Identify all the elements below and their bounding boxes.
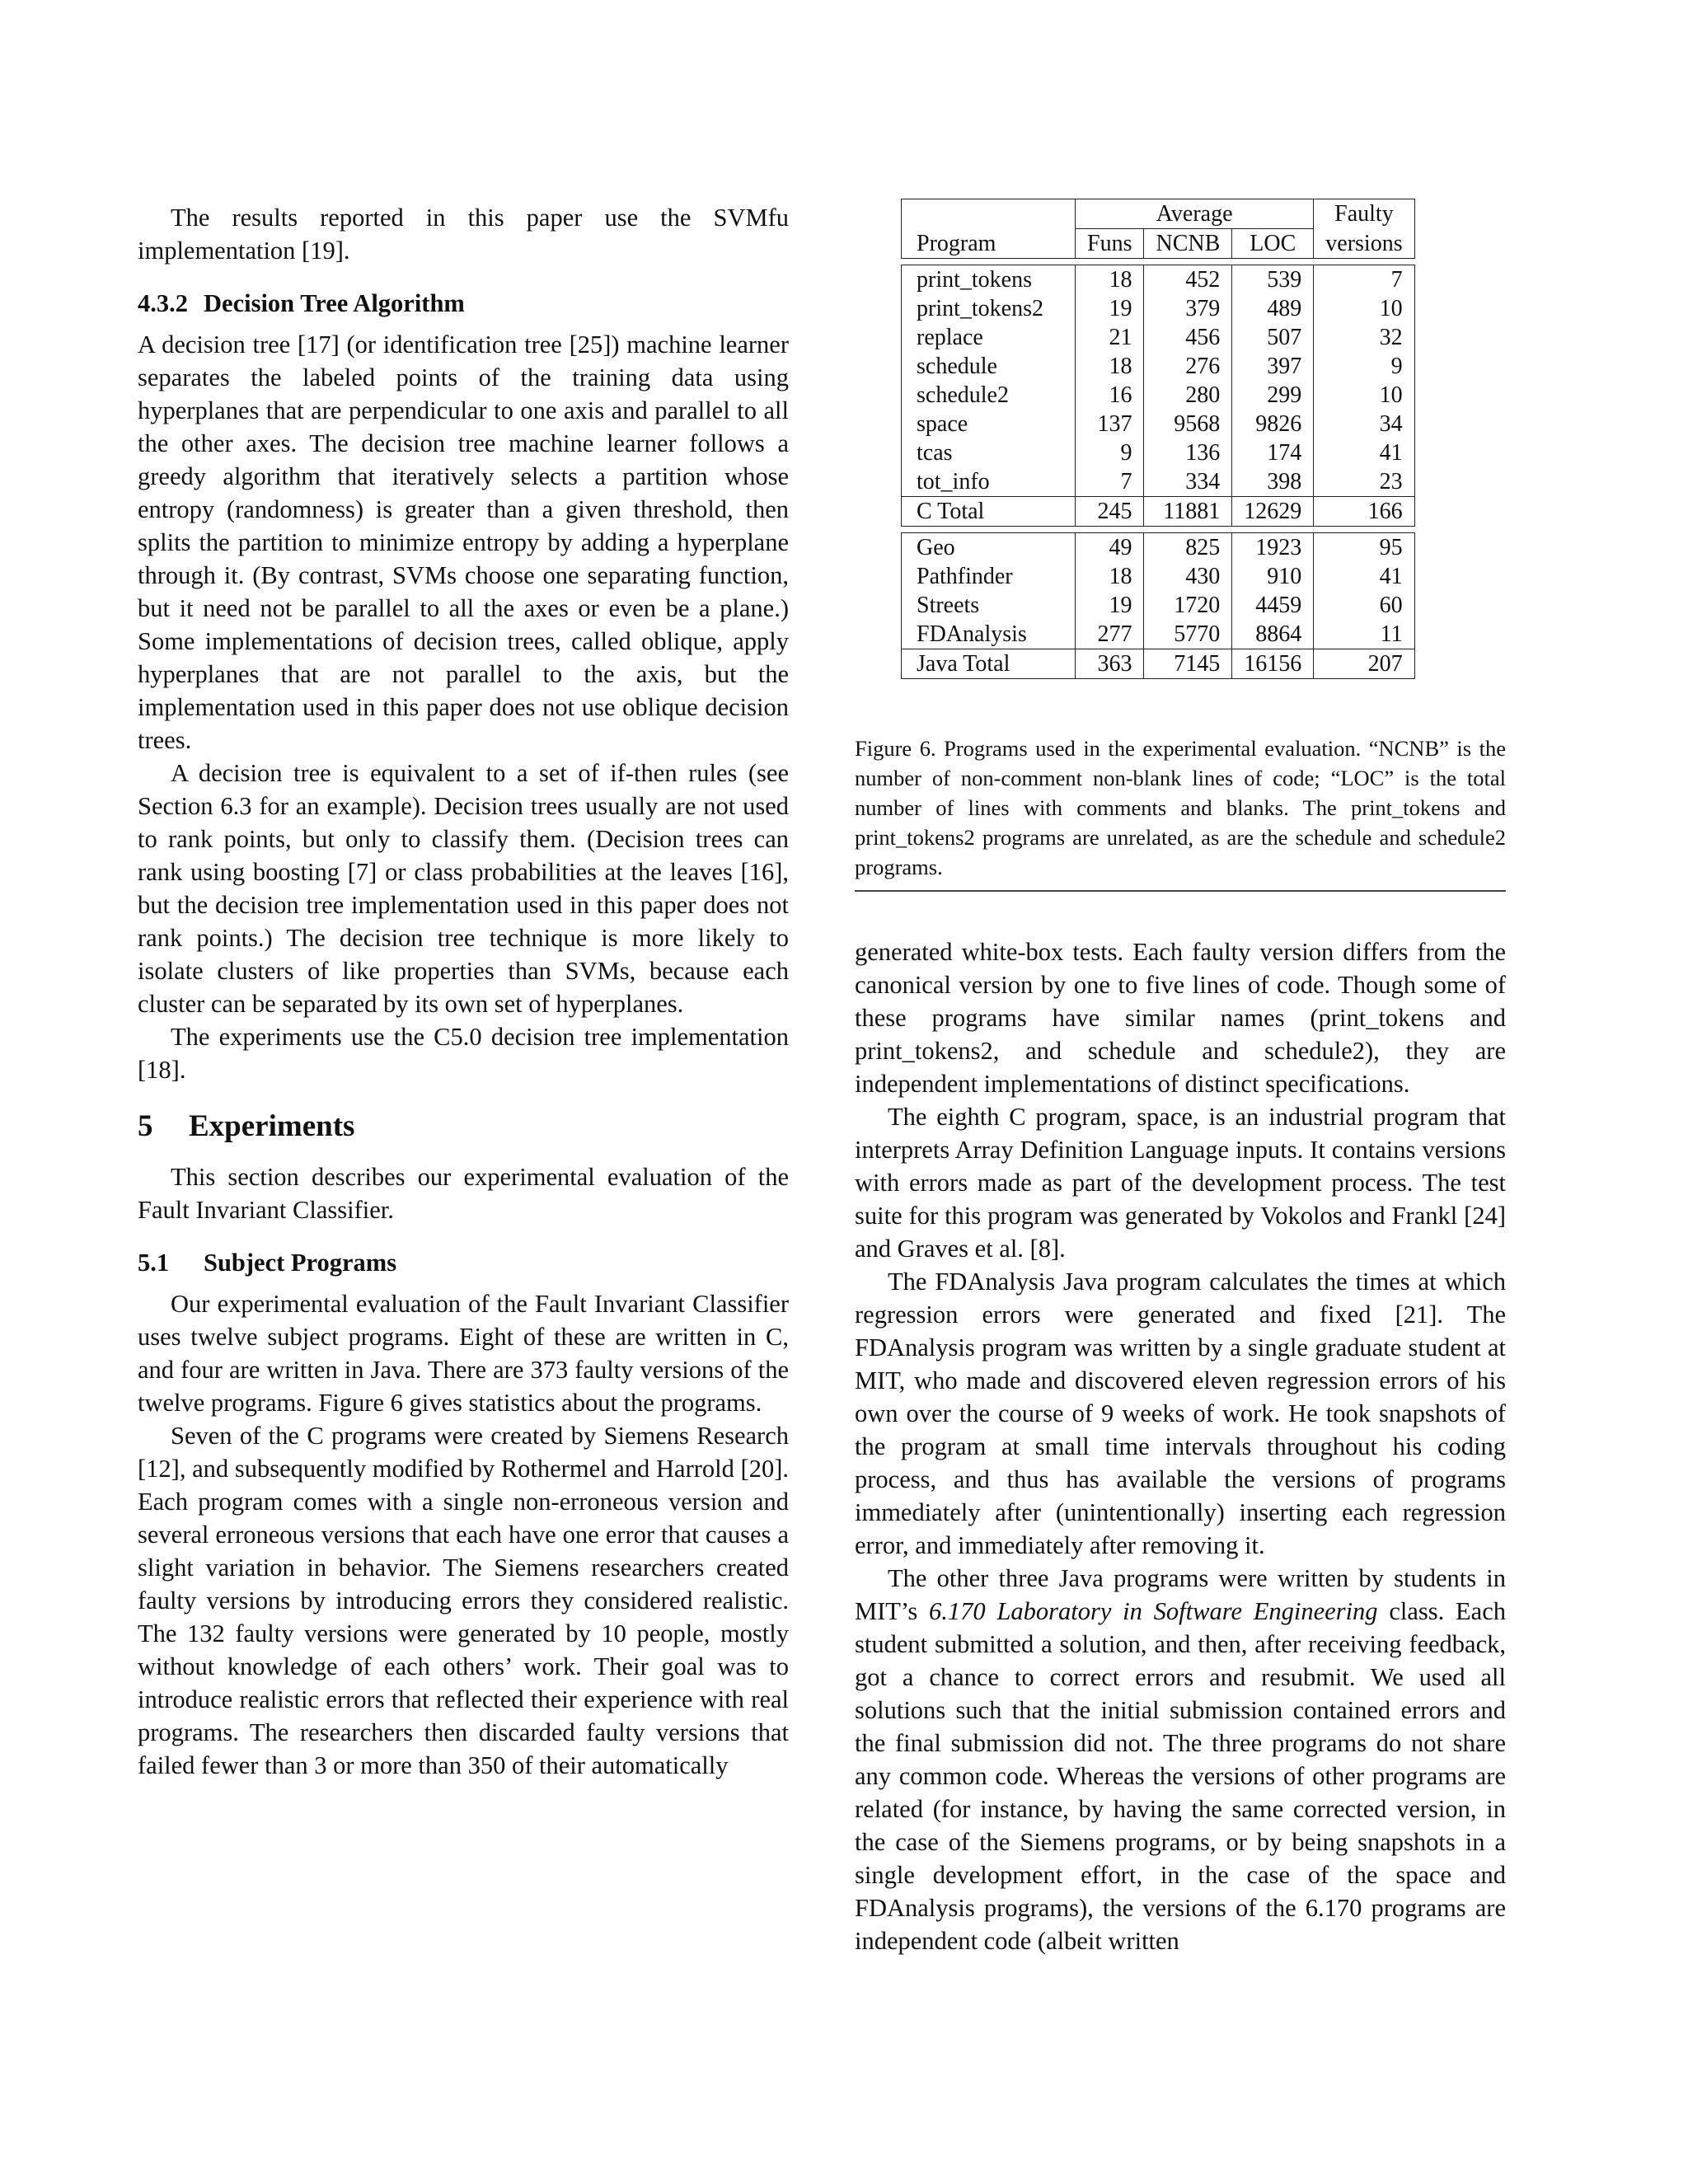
cell-ncnb: 456 xyxy=(1144,323,1232,352)
paragraph-subject-programs-2: Seven of the C programs were created by Siemens Research [12], and subsequently modified by Rothermel and Harrold [20]. Each program comes with a single non-erroneous version and several erroneous versions that each have one error that causes a slight variation in behavior. The Siemens researchers created faulty versions by introducing errors they considered realistic. The 132 faulty versions were generated by 10 people, mostly without knowledge of each others’ work. Their goal was to introduce realistic errors that reflected their experience with real programs. The researchers then discarded faulty versions that failed fewer than 3 or more than 350 of their automatically xyxy=(138,1422,789,1779)
cell-program: C Total xyxy=(902,497,1076,527)
paragraph-right-4 xyxy=(855,1562,1506,1957)
cell-funs: 9 xyxy=(1076,438,1144,467)
table-row xyxy=(902,562,1415,591)
cell-funs: 7 xyxy=(1076,467,1144,497)
cell-ncnb: 9568 xyxy=(1144,410,1232,438)
paragraph-subject-programs-1: Our experimental evaluation of the Fault Invariant Classifier uses twelve subject programs. Eight of these are written in C, and four are written in Java. There are 373 faulty versions of the twelve programs. Figure 6 gives statistics about the programs. xyxy=(138,1290,789,1417)
cell-loc: 174 xyxy=(1232,438,1314,467)
paragraph-svmfu: The results reported in this paper use the SVMfu implementation [19]. xyxy=(138,204,789,265)
cell-loc: 8864 xyxy=(1232,620,1314,649)
cell-program: space xyxy=(902,410,1076,438)
cell-ncnb: 379 xyxy=(1144,294,1232,323)
right-column xyxy=(855,935,1506,1957)
cell-program: replace xyxy=(902,323,1076,352)
cell-loc: 539 xyxy=(1232,265,1314,295)
cell-versions: 207 xyxy=(1314,649,1414,679)
figure-6-caption: Figure 6. Programs used in the experimental evaluation. “NCNB” is the number of non-comment non-blank lines of code; “LOC” is the total number of lines with comments and blanks. The print_tokens and print_tokens2 programs are unrelated, as are the schedule and schedule2 programs. xyxy=(855,733,1506,892)
table-row xyxy=(902,410,1415,438)
cell-program: tot_info xyxy=(902,467,1076,497)
cell-program: Pathfinder xyxy=(902,562,1076,591)
cell-versions: 9 xyxy=(1314,352,1414,381)
section-title: Subject Programs xyxy=(204,1249,397,1277)
section-number: 5.1 xyxy=(138,1249,170,1277)
cell-program: schedule2 xyxy=(902,381,1076,410)
cell-program: print_tokens xyxy=(902,265,1076,295)
table-total-row xyxy=(902,497,1415,527)
section-title: Experiments xyxy=(189,1109,355,1143)
figure-6-table xyxy=(901,199,1415,679)
paragraph-decision-tree-2: A decision tree is equivalent to a set of if-then rules (see Section 6.3 for an example). Decision trees usually are not used to rank points, but only to classify them. (Decision trees can rank using boosting [7] or class probabilities at the leaves [16], but the decision tree implementation used in this paper does not rank points.) The decision tree technique is more likely to isolate clusters of like properties than SVMs, because each cluster can be separated by its own set of hyperplanes. xyxy=(138,759,789,1018)
cell-program: print_tokens2 xyxy=(902,294,1076,323)
cell-loc: 12629 xyxy=(1232,497,1314,527)
cell-funs: 363 xyxy=(1076,649,1144,679)
text-run: The other three Java programs were written by students in MIT’s xyxy=(855,1564,1506,1625)
cell-loc: 507 xyxy=(1232,323,1314,352)
cell-funs: 49 xyxy=(1076,533,1144,563)
cell-funs: 19 xyxy=(1076,591,1144,620)
cell-program: Streets xyxy=(902,591,1076,620)
cell-program: schedule xyxy=(902,352,1076,381)
header-ncnb: NCNB xyxy=(1144,229,1232,259)
table-row xyxy=(902,265,1415,295)
cell-funs: 21 xyxy=(1076,323,1144,352)
c-programs-group xyxy=(902,265,1415,527)
cell-versions: 10 xyxy=(1314,294,1414,323)
table-row xyxy=(902,294,1415,323)
section-heading-5-1 xyxy=(138,1246,789,1279)
table-row xyxy=(902,323,1415,352)
cell-versions: 34 xyxy=(1314,410,1414,438)
cell-versions: 166 xyxy=(1314,497,1414,527)
cell-ncnb: 5770 xyxy=(1144,620,1232,649)
cell-ncnb: 825 xyxy=(1144,533,1232,563)
section-heading-4-3-2 xyxy=(138,287,789,320)
cell-ncnb: 280 xyxy=(1144,381,1232,410)
cell-ncnb: 1720 xyxy=(1144,591,1232,620)
cell-ncnb: 7145 xyxy=(1144,649,1232,679)
table-row xyxy=(902,381,1415,410)
text-run: class. Each student submitted a solution, and then, after receiving feedback, got a chance to correct errors and resubmit. We used all solutions such that the initial submission contained errors and the final submission did not. The three programs do not share any common code. Whereas the versions of other programs are related (for instance, by having the same corrected version, in the case of the Siemens programs, or by being snapshots in a single development effort, in the case of the space and FDAnalysis programs), the versions of the 6.170 programs are independent code (albeit written xyxy=(855,1597,1506,1955)
cell-ncnb: 452 xyxy=(1144,265,1232,295)
cell-program: tcas xyxy=(902,438,1076,467)
header-average: Average xyxy=(1076,199,1314,229)
cell-versions: 11 xyxy=(1314,620,1414,649)
cell-funs: 277 xyxy=(1076,620,1144,649)
cell-versions: 41 xyxy=(1314,562,1414,591)
cell-program: Java Total xyxy=(902,649,1076,679)
cell-loc: 16156 xyxy=(1232,649,1314,679)
cell-program: Geo xyxy=(902,533,1076,563)
cell-funs: 18 xyxy=(1076,352,1144,381)
table-row xyxy=(902,467,1415,497)
cell-funs: 137 xyxy=(1076,410,1144,438)
cell-versions: 60 xyxy=(1314,591,1414,620)
cell-ncnb: 136 xyxy=(1144,438,1232,467)
paragraph-right-3: The FDAnalysis Java program calculates the times at which regression errors were generated and fixed [21]. The FDAnalysis program was written by a single graduate student at MIT, who made and discovered eleven regression errors of his own over the course of 9 weeks of work. He took snapshots of the program at small time intervals throughout his coding process, and thus has available the versions of programs immediately after (unintentionally) inserting each regression error, and immediately after removing it. xyxy=(855,1268,1506,1559)
cell-versions: 10 xyxy=(1314,381,1414,410)
cell-ncnb: 430 xyxy=(1144,562,1232,591)
header-program: Program xyxy=(902,229,1076,259)
section-number: 5 xyxy=(138,1109,153,1143)
header-funs: Funs xyxy=(1076,229,1144,259)
cell-versions: 23 xyxy=(1314,467,1414,497)
cell-loc: 1923 xyxy=(1232,533,1314,563)
cell-program: FDAnalysis xyxy=(902,620,1076,649)
cell-funs: 18 xyxy=(1076,265,1144,295)
header-faulty: Faulty xyxy=(1314,199,1414,229)
cell-loc: 397 xyxy=(1232,352,1314,381)
left-column xyxy=(138,201,789,1782)
cell-ncnb: 276 xyxy=(1144,352,1232,381)
section-title: Decision Tree Algorithm xyxy=(204,289,465,317)
cell-funs: 19 xyxy=(1076,294,1144,323)
paragraph-experiments: This section describes our experimental evaluation of the Fault Invariant Classifier. xyxy=(138,1163,789,1224)
section-number: 4.3.2 xyxy=(138,289,188,317)
cell-funs: 16 xyxy=(1076,381,1144,410)
cell-loc: 4459 xyxy=(1232,591,1314,620)
course-name: 6.170 Laboratory in Software Engineering xyxy=(929,1597,1378,1625)
cell-funs: 245 xyxy=(1076,497,1144,527)
cell-versions: 95 xyxy=(1314,533,1414,563)
table-row xyxy=(902,620,1415,649)
cell-versions: 41 xyxy=(1314,438,1414,467)
paragraph-decision-tree-1: A decision tree [17] (or identification tree [25]) machine learner separates the labeled points of the training data using hyperplanes that are perpendicular to one axis and parallel to all the other axes. The decision tree machine learner follows a greedy algorithm that iteratively selects a partition whose entropy (randomness) is greater than a given threshold, then splits the partition to minimize entropy by adding a hyperplane through it. (By contrast, SVMs choose one separating function, but it need not be parallel to all the axes or even be a plane.) Some implementations of decision trees, called oblique, apply hyperplanes that are not parallel to the axis, but the implementation used in this paper does not use oblique decision trees. xyxy=(138,330,789,754)
paragraph-right-1: generated white-box tests. Each faulty version differs from the canonical version by one to five lines of code. Though some of these programs have similar names (print_tokens and print_tokens2, and schedule and schedule2), they are independent implementations of distinct specifications. xyxy=(855,938,1506,1098)
header-versions: versions xyxy=(1314,229,1414,259)
cell-loc: 9826 xyxy=(1232,410,1314,438)
table-row xyxy=(902,352,1415,381)
header-loc: LOC xyxy=(1232,229,1314,259)
table-row xyxy=(902,591,1415,620)
paragraph-right-2: The eighth C program, space, is an industrial program that interprets Array Definition Language inputs. It contains versions with errors made as part of the development process. The test suite for this program was generated by Vokolos and Frankl [24] and Graves et al. [8]. xyxy=(855,1103,1506,1263)
cell-ncnb: 11881 xyxy=(1144,497,1232,527)
cell-ncnb: 334 xyxy=(1144,467,1232,497)
paragraph-decision-tree-3: The experiments use the C5.0 decision tree implementation [18]. xyxy=(138,1023,789,1084)
cell-versions: 7 xyxy=(1314,265,1414,295)
table-row xyxy=(902,533,1415,563)
java-programs-group xyxy=(902,533,1415,679)
table-total-row xyxy=(902,649,1415,679)
cell-loc: 398 xyxy=(1232,467,1314,497)
cell-loc: 910 xyxy=(1232,562,1314,591)
cell-versions: 32 xyxy=(1314,323,1414,352)
table-header-row xyxy=(902,229,1415,259)
table-row xyxy=(902,438,1415,467)
table-header-row xyxy=(902,199,1415,229)
cell-loc: 489 xyxy=(1232,294,1314,323)
cell-funs: 18 xyxy=(1076,562,1144,591)
cell-loc: 299 xyxy=(1232,381,1314,410)
section-heading-5 xyxy=(138,1108,789,1146)
